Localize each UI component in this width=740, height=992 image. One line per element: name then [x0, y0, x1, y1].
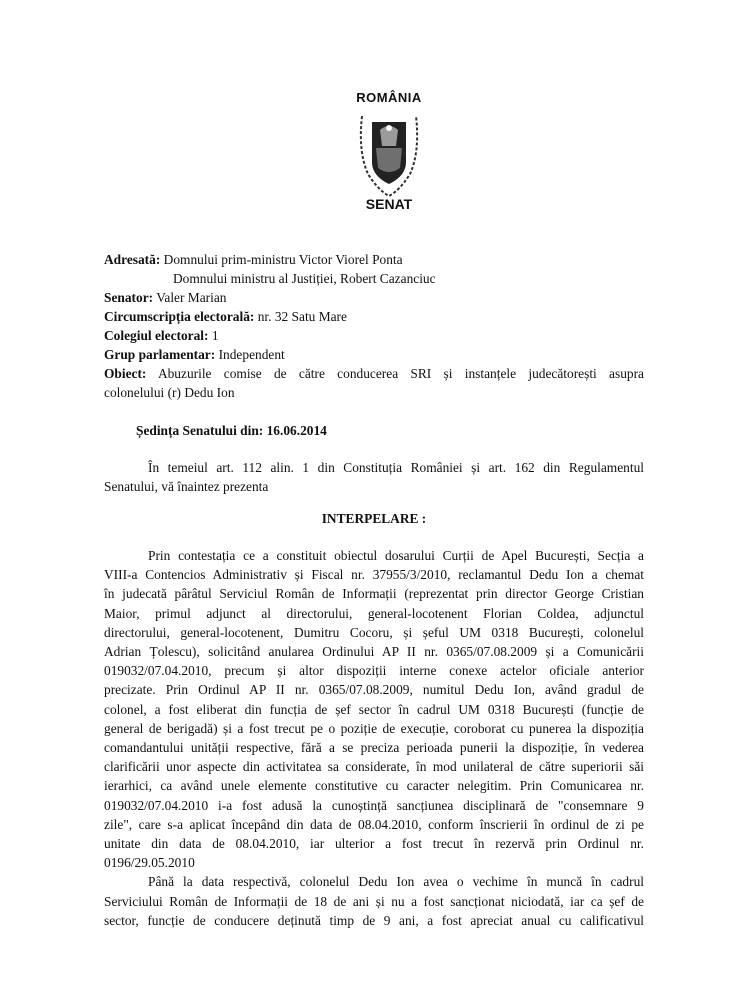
text-line: general de berigadă) și a fost trecut pe o poziție de execuție, coroborat cu punerea la dispoziția — [104, 720, 644, 736]
subject-row-2 — [104, 383, 644, 402]
text-line: precizate. Prin Ordinul AP II nr. 0365/07.08.2009, numitul Dedu Ion, având gradul de — [104, 682, 644, 698]
senate-emblem — [334, 90, 444, 218]
text-line: sector, funcție de conducere deținută timp de 9 ani, a fost apreciat anual cu calificativul — [104, 912, 644, 928]
text-line: clarificării unor aspecte din activitatea sa considerate, în mod unilateral de către superiorii săi — [104, 759, 644, 775]
legal-basis-line-2: Senatului, vă înaintez prezenta — [104, 479, 269, 494]
addressee-value-1: Domnului prim-ministru Victor Viorel Ponta — [163, 252, 403, 267]
text-line: în judecată pârâtul Serviciul Român de Informații (reprezentat prin director George Cristian — [104, 586, 644, 602]
subject-value-2: colonelului (r) Dedu Ion — [104, 385, 235, 400]
text-line: Adrian Țolescu), solicitând anularea Ordinului AP II nr. 0365/07.08.2009 și a Comunicării — [104, 644, 644, 660]
college-value: 1 — [211, 328, 219, 343]
addressee-row-2 — [104, 269, 644, 288]
text-line: 019032/07.04.2010, precum și altor dispoziții interne conexe actelor oficiale anterior — [104, 663, 644, 679]
addressee-row — [104, 250, 644, 269]
coat-of-arms-icon — [356, 112, 422, 198]
text-line: ierarhici, ca având unele elemente constitutive cu caracter nelegitim. Prin Comunicarea nr. — [104, 778, 644, 794]
subject-value-1: Abuzurile comise de către conducerea SRI și instanțele judecătorești asupra — [157, 366, 644, 381]
text-line: Prin contestația ce a constituit obiectul dosarului Curții de Apel București, Secția a — [148, 548, 644, 563]
group-value: Independent — [218, 347, 285, 362]
document-body — [104, 546, 644, 930]
legal-basis-line-1: În temeiul art. 112 alin. 1 din Constituția României și art. 162 din Regulamentul — [148, 460, 644, 475]
text-line: unitate din data de 08.04.2010, iar ulterior a fost trecut în rezervă prin Ordinul nr. — [104, 836, 644, 852]
group-label: Grup parlamentar: — [104, 347, 216, 362]
addressee-label: Adresată: — [104, 252, 161, 267]
document-title: INTERPELARE : — [321, 511, 427, 526]
college-label: Colegiul electoral: — [104, 328, 209, 343]
session-date: Ședința Senatului din: 16.06.2014 — [136, 423, 327, 438]
subject-row — [104, 364, 644, 383]
subject-label: Obiect: — [104, 366, 147, 381]
emblem-bottom-text: SENAT — [365, 196, 413, 212]
addressee-value-2: Domnului ministru al Justiției, Robert Cazanciuc — [173, 271, 436, 286]
emblem-top-text: ROMÂNIA — [356, 90, 422, 105]
text-line: zile", care s-a aplicat începând din data de 08.04.2010, conform înscrierii în ordinul de zi pe — [104, 816, 644, 832]
group-row — [104, 345, 644, 364]
text-line: colonel, a fost eliberat din funcția de șef sector în cadrul UM 0318 București (funcție de — [104, 701, 644, 717]
constituency-value: nr. 32 Satu Mare — [257, 309, 347, 324]
constituency-row — [104, 307, 644, 326]
senator-value: Valer Marian — [156, 290, 227, 305]
text-line: comandantului unității respective, fără a se preciza perioada punerii la dispoziție, în vederea — [104, 740, 644, 756]
document-header — [104, 250, 644, 402]
text-line: Maior, primul adjunct al directorului, general-locotenent Florian Coldea, adjunctul — [104, 605, 644, 621]
text-line: directorului, general-locotenent, Dumitru Cocoru, și șeful UM 0318 București, colonelul — [104, 624, 644, 640]
legal-basis — [104, 458, 644, 496]
paragraph-1 — [104, 546, 644, 872]
senator-label: Senator: — [104, 290, 154, 305]
text-line: VIII-a Contencios Administrativ și Fiscal nr. 37955/3/2010, reclamantul Dedu Ion a chemat — [104, 567, 644, 583]
paragraph-2 — [104, 872, 644, 930]
senator-row — [104, 288, 644, 307]
text-line: Până la data respectivă, colonelul Dedu Ion avea o vechime în muncă în cadrul — [148, 874, 644, 890]
text-line: Serviciului Român de Informații de 18 de ani și nu a fost sancționat niciodată, iar ca șef de — [104, 893, 644, 909]
text-line: 0196/29.05.2010 — [104, 855, 195, 871]
text-line: 019032/07.04.2010 i-a fost adusă la cunoștință sancțiunea disciplinară de "consemnare 9 — [104, 797, 644, 813]
constituency-label: Circumscripția electorală: — [104, 309, 255, 324]
college-row — [104, 326, 644, 345]
